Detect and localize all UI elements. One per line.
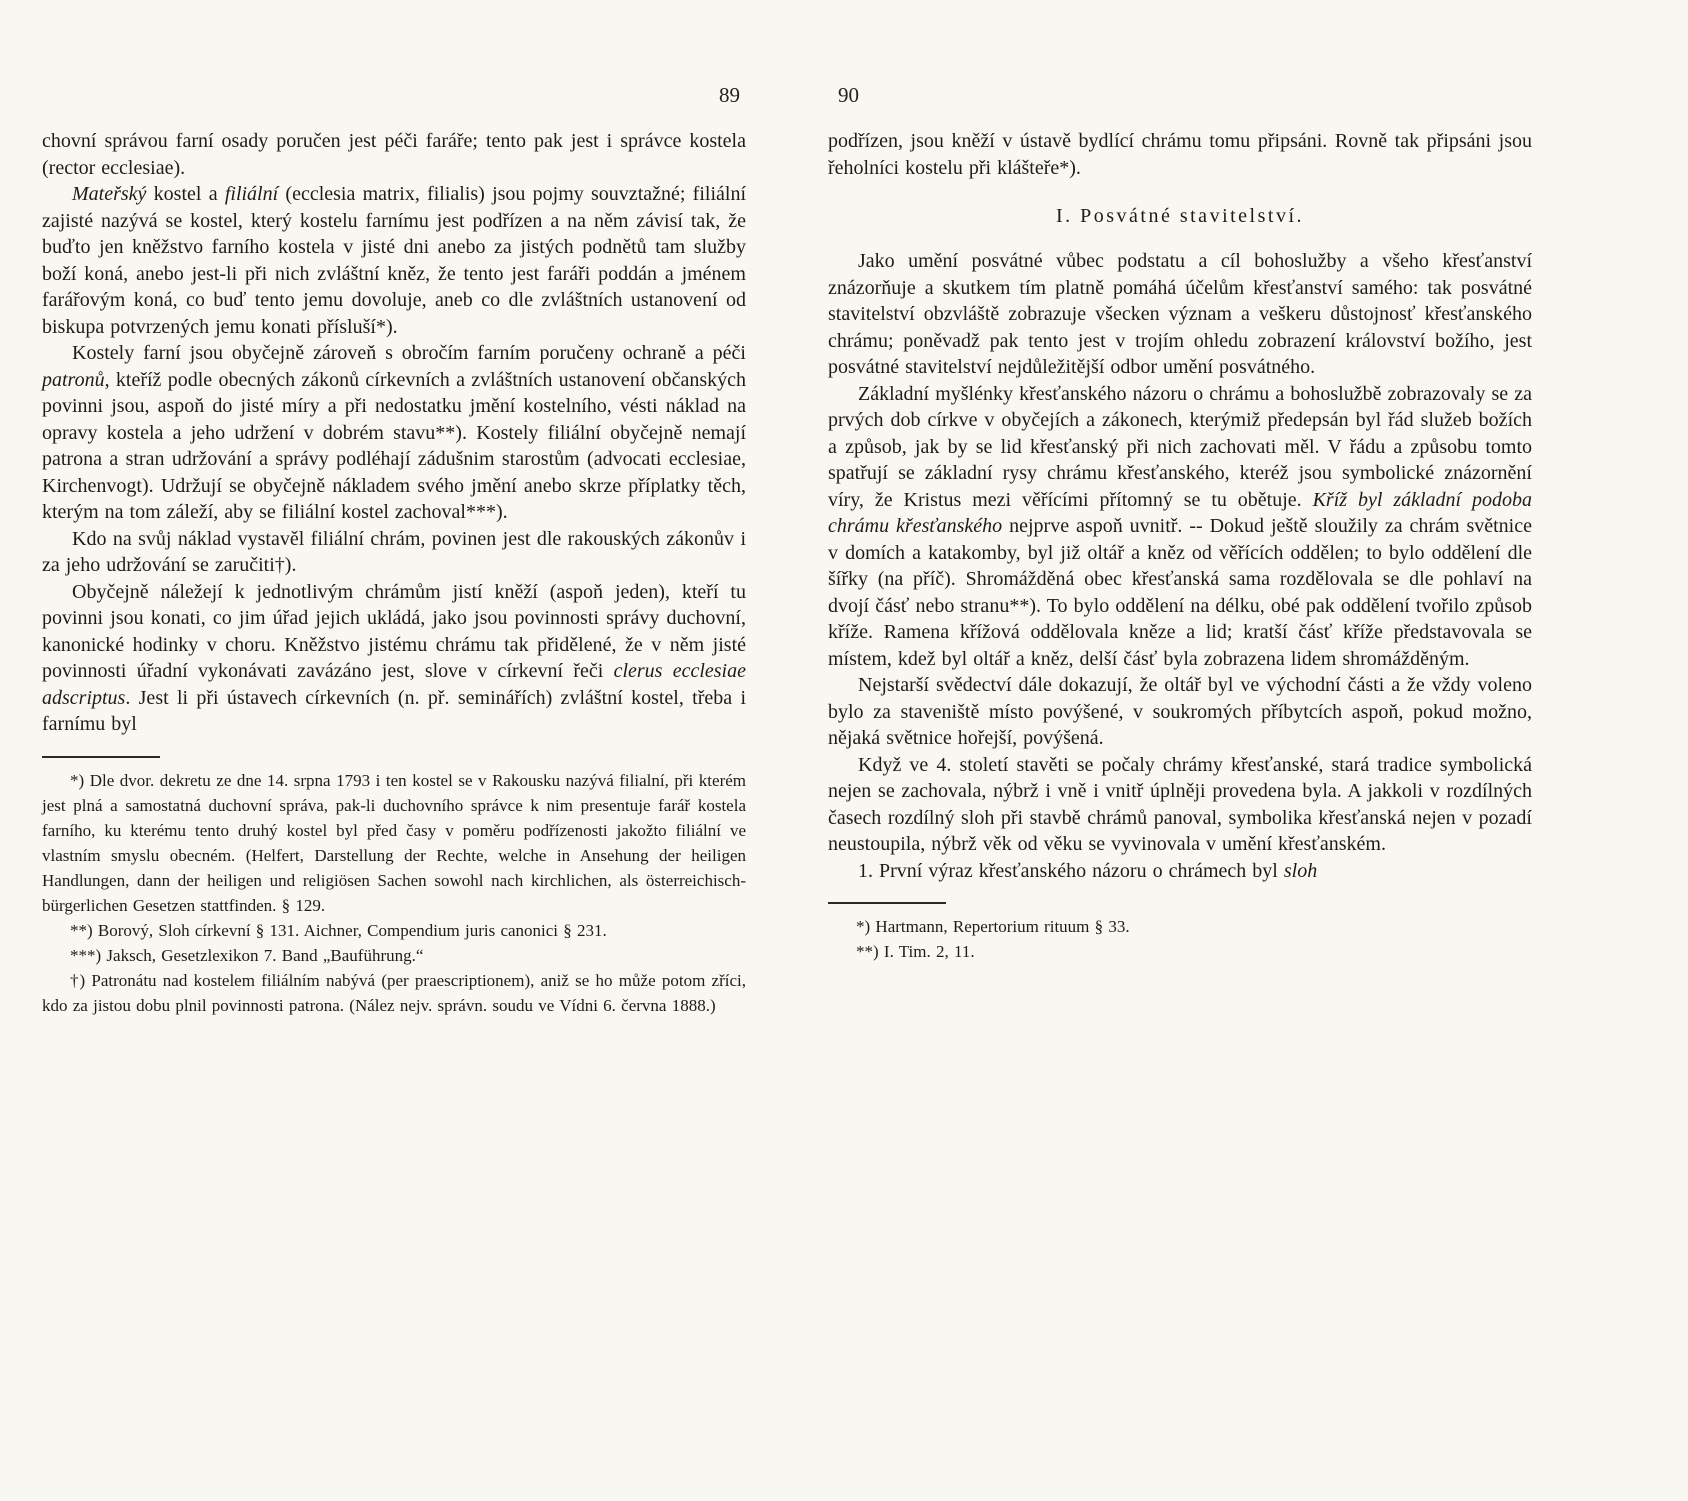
text-run: Když ve 4. století stavěti se počaly chrámy křesťanské, stará tradice symbolická nejen se zachovala, nýbrž i vně i vnitř úplněji provedena byla. A jakkoli v rozdílných časech rozdílný sloh při stavbě chrámů panoval, symbolika křesťanská nejen v pozadí neustoupila, nýbrž věk od věku se vyvinovala v umění křesťanském. xyxy=(828,753,1532,855)
footnote xyxy=(42,768,746,918)
page-number: 89 xyxy=(719,83,740,107)
text-run: **) I. Tim. 2, 11. xyxy=(856,942,975,961)
italic-text-run: sloh xyxy=(1283,859,1318,882)
paragraph xyxy=(42,128,746,181)
footnote xyxy=(42,943,746,968)
text-run: Základní myšlénky křesťanského názoru o chrámu a bohoslužbě zobrazovaly se za prvých dob církve v obyčejích a zákonech, kterýmiž předepsán byl řád služeb božích a způsob, jak by se lid křesťanský při nich zachovati měl. V řádu a způsobu tomto spatřují se základní rysy chrámu křesťanského, kteréž jsou symbolické znázornění víry, že Kristus mezi věřícími přítomný se tu obětuje. xyxy=(828,382,1532,511)
italic-text-run: filiální xyxy=(224,183,279,205)
italic-text-run: patronů xyxy=(42,368,105,391)
text-run: †) Patronátu nad kostelem filiálním nabývá (per praescriptionem), aniž se ho může potom zříci, kdo za jistou dobu plnil povinnosti patrona. (Nález nejv. správn. soudu ve Vídni 6. června 1888.) xyxy=(42,970,746,1015)
italic-text-run: Kříž byl základní podoba chrámu křesťanského xyxy=(828,488,1532,537)
text-run: chovní správou farní osady poručen jest péči faráře; tento pak jest i správce kostela (rector ecclesiae). xyxy=(42,130,746,179)
footnote xyxy=(828,939,1532,964)
footnotes xyxy=(42,768,746,1018)
footnote xyxy=(828,914,1532,939)
text-run: I. Posvátné stavitelství. xyxy=(1055,205,1305,227)
footnote-divider xyxy=(828,902,946,904)
text-run: Kostely farní jsou obyčejně zároveň s obročím farním poručeny ochraně a péči xyxy=(72,342,746,364)
paragraph xyxy=(42,579,746,738)
text-run: . Jest li při ústavech církevních (n. př. seminářích) zvláštní kostel, třeba i farnímu byl xyxy=(42,686,746,735)
text-run: podřízen, jsou kněží v ústavě bydlící chrámu tomu připsáni. Rovně tak připsáni jsou řeholníci kostelu při klášteře*). xyxy=(828,130,1532,179)
paragraph xyxy=(828,858,1532,885)
text-run: *) Dle dvor. dekretu ze dne 14. srpna 1793 i ten kostel se v Rakousku nazývá filialní, při kterém jest plná a samostatná duchovní správa, pak-li duchovního správce k nim presentuje farář kostela farního, ku kterému tento druhý kostel byl před časy v poměru podřízenosti jakožto filiální ve vlastním smyslu obecném. (Helfert, Darstellung der Rechte, welche in Ansehung der heiligen Handlungen, dann der heiligen und religiösen Sachen sowohl nach kirchlichen, als österreichisch-bürgerlichen Gesetzen stattfinden. § 129. xyxy=(42,770,746,915)
paragraph xyxy=(828,381,1532,673)
paragraph xyxy=(828,128,1532,181)
text-run: Jako umění posvátné vůbec podstatu a cíl bohoslužby a všeho křesťanství znázorňuje a skutkem tím platně pomáhá účelům křesťanství samého: tak posvátné stavitelství obzvláště zobrazuje všecken význam a veškeru důstojnosť křesťanského chrámu; poněvadž pak tento jest v trojím ohledu zobrazení království božího, jest posvátné stavitelství nejdůležitější odbor umění posvátného. xyxy=(828,250,1532,378)
footnotes xyxy=(828,914,1532,964)
text-run: 1. První výraz křesťanského názoru o chrámech byl xyxy=(858,859,1284,882)
text-run: Obyčejně náležejí k jednotlivým chrámům jistí kněží (aspoň jeden), kteří tu povinni jsou konati, co jim úřad jejich ukládá, jako jsou povinnosti správy duchovní, kanonické hodinky v choru. Kněžstvo jistému chrámu tak přidělené, že v něm jisté povinnosti úřadní vykonávati zavázáno jest, slove v církevní řeči xyxy=(42,580,746,682)
paragraph xyxy=(828,752,1532,858)
paragraph xyxy=(828,248,1532,381)
footnote-divider xyxy=(42,756,160,758)
text-run: **) Borový, Sloh církevní § 131. Aichner, Compendium juris canonici § 231. xyxy=(70,920,607,940)
italic-text-run: clerus ecclesiae adscriptus xyxy=(42,660,746,709)
page-number: 90 xyxy=(838,83,859,107)
footnote xyxy=(42,968,746,1018)
text-run: (ecclesia matrix, filialis) jsou pojmy souvztažné; filiální zajisté nazývá se kostel, který kostelu farnímu jest podřízen a na něm závisí tak, že buďto jen kněžstvo farního kostela v jisté dni anebo za jistých podnětů tam služby boží koná, anebo jest-li při nich zvláštní kněz, že tento jest faráři poddán a jménem farářovým koná, co buď tento jemu dovoluje, aneb co dle zvláštních ustanovení od biskupa potvrzených jemu konati přísluší*). xyxy=(42,183,747,338)
text-run: ***) Jaksch, Gesetzlexikon 7. Band „Bauführung.“ xyxy=(70,945,424,965)
page-body xyxy=(828,128,1532,884)
paragraph xyxy=(828,672,1532,752)
text-run: kostel a xyxy=(146,183,225,205)
page-right xyxy=(828,84,1532,1018)
text-run: Kdo na svůj náklad vystavěl filiální chrám, povinen jest dle rakouských zákonův i za jeho udržování se zaručiti†). xyxy=(42,527,746,576)
page-left xyxy=(42,84,746,1018)
text-run: nejprve aspoň uvnitř. -- Dokud ještě sloužily za chrám světnice v domích a katakomby, byl již oltář a kněz od věřících oddělen; to bylo oddělení dle šířky (na příč). Shromážděná obec křesťanská sama rozdělovala se dle pohlaví na dvojí čásť nebo stranu**). To bylo oddělení na délku, obé pak oddělení tvořilo způsob kříže. Ramena křížová oddělovala kněze a lid; kratší čásť kříže představovala se místem, kdež byl oltář a kněz, delší čásť byla zobrazena lidem shromážděným. xyxy=(828,515,1532,670)
italic-text-run: Mateřský xyxy=(72,183,147,205)
text-run: *) Hartmann, Repertorium rituum § 33. xyxy=(856,917,1130,936)
paragraph xyxy=(42,181,746,340)
section-heading xyxy=(828,205,1532,228)
page-body xyxy=(42,128,746,738)
paragraph xyxy=(42,526,746,579)
text-run: , kteříž podle obecných zákonů církevních a zvláštních ustanovení občanských povinni jsou, aspoň do jisté míry a při nedostatku jmění kostelního, vésti náklad na opravy kostela a jeho udržení v dobrém stavu**). Kostely filiální obyčejně nemají patrona a stran udržování a správy podléhají zádušnim starostům (advocati ecclesiae, Kirchenvogt). Udržují se obyčejně nákladem svého jmění anebo skrze příplatky těch, kterým na tom záleží, aby se filiální kostel zachoval***). xyxy=(42,368,746,523)
text-run: Nejstarší svědectví dále dokazují, že oltář byl ve východní části a že vždy voleno bylo za staveniště místo povýšené, v soukromých příbytcích aspoň, pokud možno, nějaká světnice hořejší, povýšená. xyxy=(828,674,1532,749)
footnote xyxy=(42,918,746,943)
paragraph xyxy=(42,340,746,526)
